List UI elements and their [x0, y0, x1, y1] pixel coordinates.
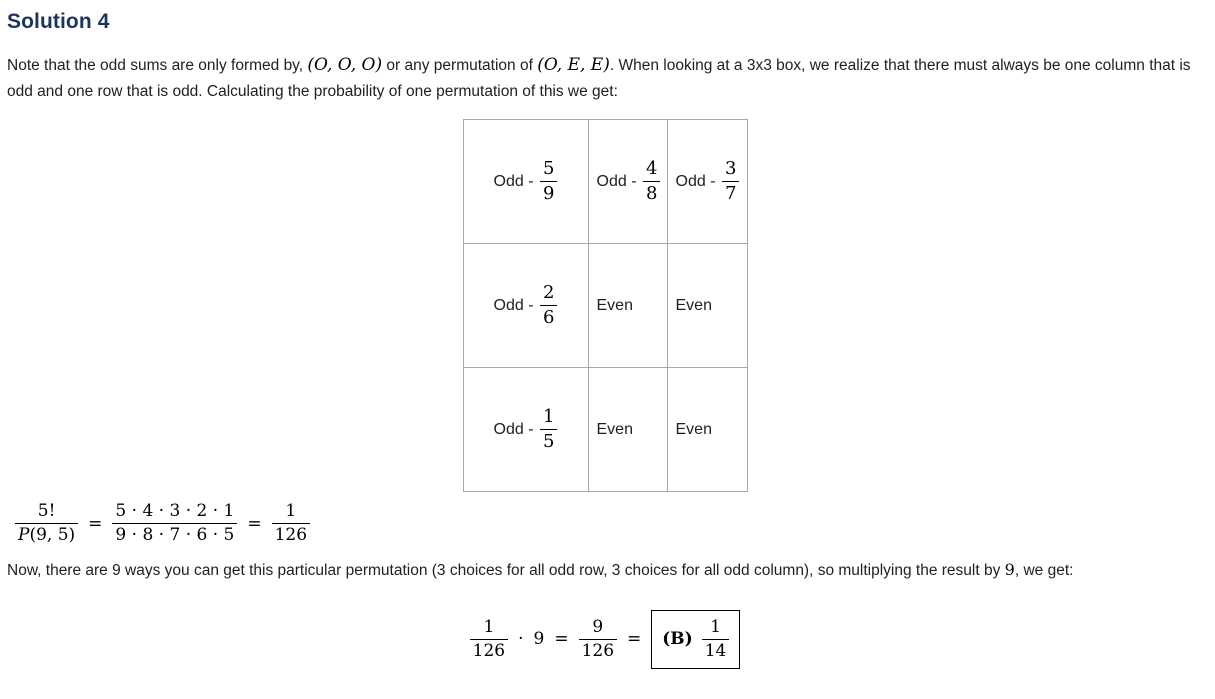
cell-label: Odd - [493, 420, 538, 438]
math-function-p: P [18, 525, 30, 546]
answer-box [651, 610, 740, 670]
inline-math-odd-triple: (O, O, O) [307, 55, 383, 75]
cell-label: Even [596, 420, 633, 438]
fraction: $\frac{3}{7}$ [722, 158, 739, 206]
table-cell-even [667, 368, 747, 492]
table-cell-even [667, 244, 747, 368]
fraction-1-14: $\frac{1}{14}$ [702, 617, 730, 663]
fraction: $\frac{4}{8}$ [643, 158, 660, 206]
cell-label: Odd - [493, 296, 538, 314]
cell-label: Even [675, 420, 712, 438]
table-row [463, 368, 747, 492]
paragraph-multiply-text-1: Now, there are 9 ways you can get this particular permutation (3 choices for all odd row, 3 choices for all odd column), so multiplying the result by [7, 561, 1005, 579]
cdot-operator: · [518, 629, 524, 650]
paragraph-intro-text-3: . When looking at a 3x3 box, we realize that there must always be one column that is odd and one row that is odd. Calculating the probability of one permutation of this we get: [7, 57, 1191, 100]
fraction: $\frac{5}{9}$ [540, 158, 557, 206]
cell-label: Even [675, 296, 712, 314]
table-cell-even [588, 244, 667, 368]
cell-label: Odd - [493, 172, 538, 190]
inline-math-nine: 9 [1004, 559, 1015, 579]
fraction-5fact-over-p95: $\frac{5!}{P(9, 5)}$ [15, 501, 78, 547]
solution-heading: Solution 4 [7, 10, 110, 33]
equals-sign: = [88, 513, 103, 534]
cell-label: Odd - [596, 172, 641, 190]
table-row [463, 244, 747, 368]
multiplier-nine: 9 [533, 629, 545, 650]
paragraph-intro-text-1: Note that the odd sums are only formed by, [7, 57, 308, 74]
equation-permutation-probability [15, 501, 310, 547]
equation-final-answer [7, 610, 1203, 670]
cell-label: Odd - [675, 172, 720, 190]
table-cell-even [588, 368, 667, 492]
fraction-product: $\frac{5 \cdot 4 \cdot 3 \cdot 2 \cdot 1}{9 \cdot 8 \cdot 7 \cdot 6 \cdot 5}$ [112, 501, 237, 547]
probability-grid-table [463, 119, 748, 492]
fraction: $\frac{2}{6}$ [540, 282, 557, 330]
fraction: $\frac{1}{5}$ [540, 406, 557, 454]
cell-label: Even [596, 296, 633, 314]
table-cell-odd-1-5 [463, 368, 588, 492]
fraction-9-126: $\frac{9}{126}$ [579, 617, 617, 663]
equals-sign: = [554, 629, 569, 650]
fraction-1-126: $\frac{1}{126}$ [272, 501, 310, 547]
table-row [463, 120, 747, 244]
paragraph-multiply [7, 557, 1199, 584]
table-cell-odd-2-6 [463, 244, 588, 368]
paragraph-intro [7, 52, 1199, 105]
paragraph-intro-text-2: or any permutation of [382, 57, 538, 74]
table-cell-odd-4-8 [588, 120, 667, 244]
table-cell-odd-3-7 [667, 120, 747, 244]
equals-sign: = [247, 513, 262, 534]
inline-math-odd-even-even: (O, E, E) [537, 55, 610, 75]
table-cell-odd-5-9 [463, 120, 588, 244]
fraction-1-126: $\frac{1}{126}$ [470, 617, 508, 663]
solution-document [7, 10, 1203, 669]
answer-choice-b: (B) [662, 629, 693, 650]
equals-sign: = [627, 629, 642, 650]
paragraph-multiply-text-2: , we get: [1014, 561, 1074, 579]
